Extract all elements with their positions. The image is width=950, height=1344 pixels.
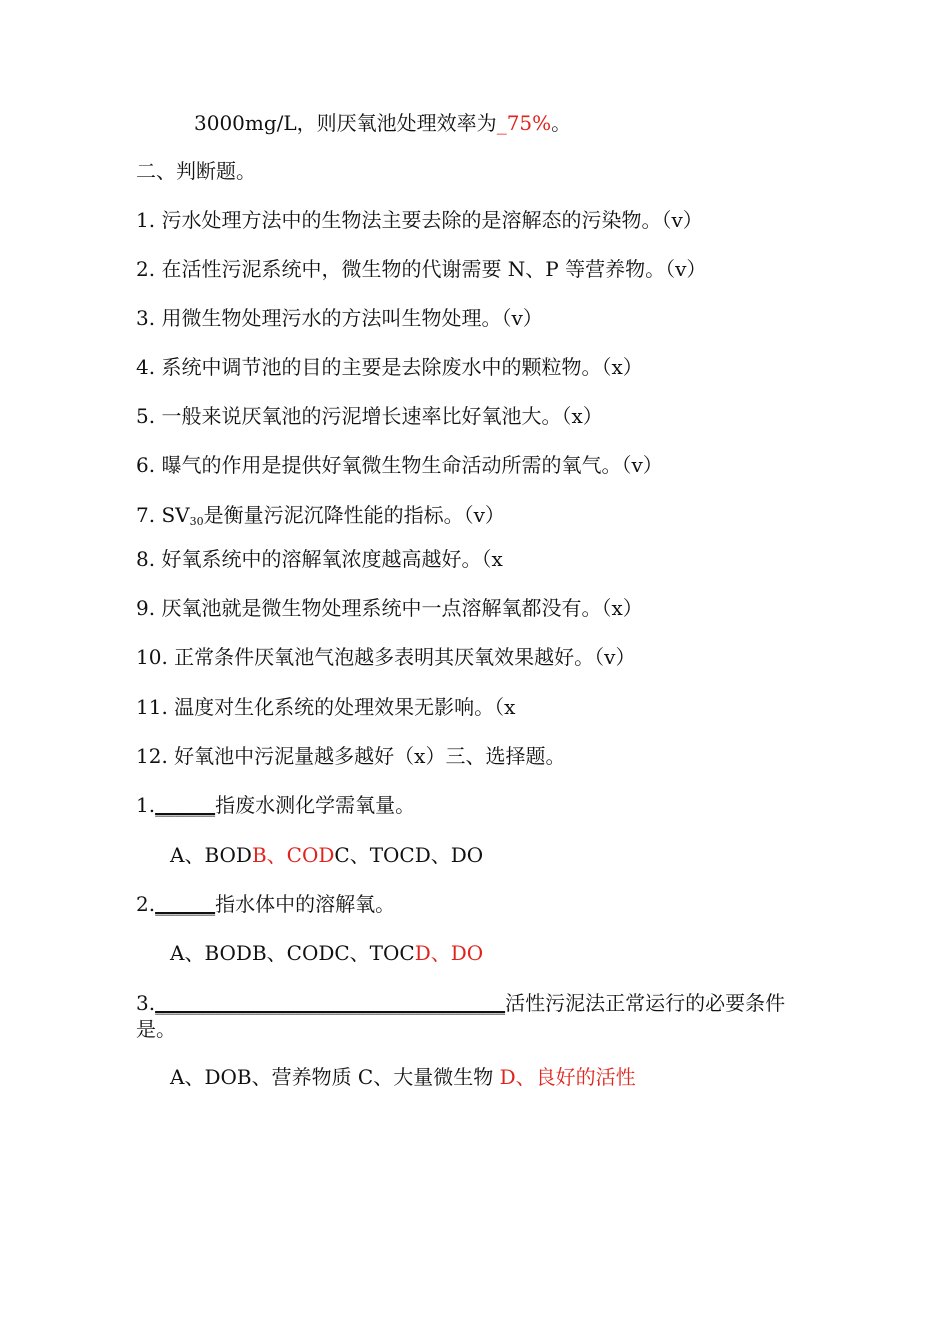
top-suffix: 。 bbox=[551, 111, 572, 135]
q1-option-b: B、COD bbox=[251, 843, 335, 867]
judgment-item: 5. 一般来说厌氧池的污泥增长速率比好氧池大。（x） bbox=[136, 404, 603, 428]
judgment-item: 3. 用微生物处理污水的方法叫生物处理。（v） bbox=[136, 306, 543, 330]
judgment-item: 1. 污水处理方法中的生物法主要去除的是溶解态的污染物。（v） bbox=[136, 208, 703, 232]
q1-number: 1. bbox=[136, 793, 156, 817]
q2-text: 指水体中的溶解氧。 bbox=[215, 892, 396, 916]
question-3 bbox=[136, 990, 801, 1042]
j7-subscript: 30 bbox=[189, 515, 204, 528]
q3-options bbox=[170, 1064, 636, 1090]
top-prefix: 3000mg/L，则厌氧池处理效率为 bbox=[194, 111, 497, 135]
q2-options bbox=[170, 940, 483, 966]
j7-suffix: 是衡量污泥沉降性能的指标。（v） bbox=[203, 503, 505, 527]
q2-number: 2. bbox=[136, 892, 156, 916]
q1-option-a: A、BOD bbox=[170, 843, 252, 867]
question-1 bbox=[136, 792, 415, 818]
judgment-item-7 bbox=[136, 502, 505, 535]
q1-text: 指废水测化学需氧量。 bbox=[215, 793, 416, 817]
top-blank: _ bbox=[496, 111, 507, 135]
top-answer: 75% bbox=[506, 111, 552, 135]
judgment-item: 10. 正常条件厌氧池气泡越多表明其厌氧效果越好。（v） bbox=[136, 645, 636, 669]
judgment-item: 4. 系统中调节池的目的主要是去除废水中的颗粒物。（x） bbox=[136, 355, 643, 379]
q1-options bbox=[170, 842, 483, 868]
q2-option-d: D、DO bbox=[414, 941, 484, 965]
q3-option-abc: A、DOB、营养物质 C、大量微生物 bbox=[170, 1065, 500, 1089]
judgment-item: 11. 温度对生化系统的处理效果无影响。（x bbox=[136, 695, 516, 719]
q2-blank: ______ bbox=[155, 892, 216, 916]
q1-option-rest: C、TOCD、DO bbox=[334, 843, 484, 867]
q2-option-abc: A、BODB、CODC、TOC bbox=[170, 941, 415, 965]
judgment-item: 2. 在活性污泥系统中，微生物的代谢需要 N、P 等营养物。（v） bbox=[136, 257, 707, 281]
judgment-item: 8. 好氧系统中的溶解氧浓度越高越好。（x bbox=[136, 547, 503, 571]
q3-number: 3. bbox=[136, 991, 156, 1015]
judgment-item: 9. 厌氧池就是微生物处理系统中一点溶解氧都没有。（x） bbox=[136, 596, 643, 620]
section-heading-judgment: 二、判断题。 bbox=[136, 159, 256, 183]
j7-prefix: 7. SV bbox=[136, 503, 190, 527]
q3-option-d: D、良好的活性 bbox=[499, 1065, 636, 1089]
q1-blank: ______ bbox=[155, 793, 216, 817]
question-2 bbox=[136, 891, 395, 917]
top-line bbox=[194, 110, 571, 136]
q3-text: 活性污泥法正常运行的必要条件是。 bbox=[136, 991, 786, 1041]
judgment-item: 12. 好氧池中污泥量越多越好（x）三、选择题。 bbox=[136, 744, 566, 768]
q3-blank: ___________________________________ bbox=[155, 991, 506, 1015]
judgment-item: 6. 曝气的作用是提供好氧微生物生命活动所需的氧气。（v） bbox=[136, 453, 663, 477]
